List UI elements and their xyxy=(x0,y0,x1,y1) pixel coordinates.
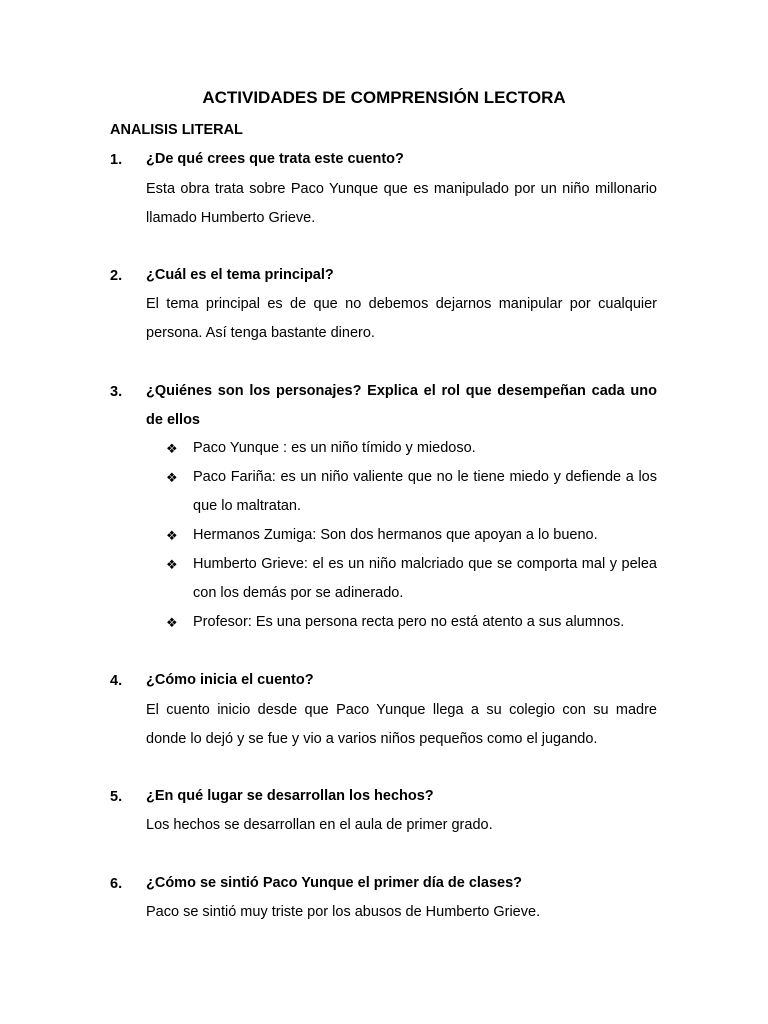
answer-1: Esta obra trata sobre Paco Yunque que es manipulado por un niño millonario llamado Humberto Grieve. xyxy=(146,181,657,226)
answer-2: El tema principal es de que no debemos dejarnos manipular por cualquier persona. Así tenga bastante dinero. xyxy=(146,296,657,341)
question-6-text: ¿Cómo se sintió Paco Yunque el primer día de clases? xyxy=(146,875,523,891)
answer-6: Paco se sintió muy triste por los abusos de Humberto Grieve. xyxy=(146,904,541,920)
list-item xyxy=(166,463,657,521)
question-2-text: ¿Cuál es el tema principal? xyxy=(146,267,334,283)
question-6-number: 6. xyxy=(110,876,123,892)
answer-4: El cuento inicio desde que Paco Yunque llega a su colegio con su madre donde lo dejó y se fue y vio a varios niños pequeños como el jugando. xyxy=(146,702,657,747)
question-1-text: ¿De qué crees que trata este cuento? xyxy=(146,151,404,167)
question-5-text: ¿En qué lugar se desarrollan los hechos? xyxy=(146,788,434,804)
question-2-number: 2. xyxy=(110,268,123,284)
list-item xyxy=(166,434,657,463)
bullet-diamond-icon: ❖ xyxy=(166,528,178,543)
question-4-text: ¿Cómo inicia el cuento? xyxy=(146,672,314,688)
answer-5: Los hechos se desarrollan en el aula de primer grado. xyxy=(146,817,493,833)
list-item-text: Humberto Grieve: el es un niño malcriado que se comporta mal y pelea con los demás por se adinerado. xyxy=(193,556,657,601)
question-3-text: ¿Quiénes son los personajes? Explica el rol que desempeñan cada uno de ellos xyxy=(146,383,657,428)
question-1-number: 1. xyxy=(110,152,123,168)
bullet-diamond-icon: ❖ xyxy=(166,615,178,630)
bullet-diamond-icon: ❖ xyxy=(166,557,178,572)
page-title: ACTIVIDADES DE COMPRENSIÓN LECTORA xyxy=(202,88,566,107)
list-item-text: Profesor: Es una persona recta pero no está atento a sus alumnos. xyxy=(193,614,625,630)
list-item-text: Paco Yunque : es un niño tímido y miedoso. xyxy=(193,440,476,456)
list-item xyxy=(166,550,657,608)
question-3-number: 3. xyxy=(110,384,123,400)
list-item xyxy=(166,521,657,550)
list-item-text: Paco Fariña: es un niño valiente que no le tiene miedo y defiende a los que lo maltratan. xyxy=(193,469,657,514)
question-4-number: 4. xyxy=(110,673,123,689)
section-heading: ANALISIS LITERAL xyxy=(110,122,243,138)
bullet-diamond-icon: ❖ xyxy=(166,470,178,485)
list-item-text: Hermanos Zumiga: Son dos hermanos que apoyan a lo bueno. xyxy=(193,527,598,543)
bullet-diamond-icon: ❖ xyxy=(166,441,178,456)
list-item xyxy=(166,608,657,637)
character-list xyxy=(166,434,657,637)
question-5-number: 5. xyxy=(110,789,123,805)
